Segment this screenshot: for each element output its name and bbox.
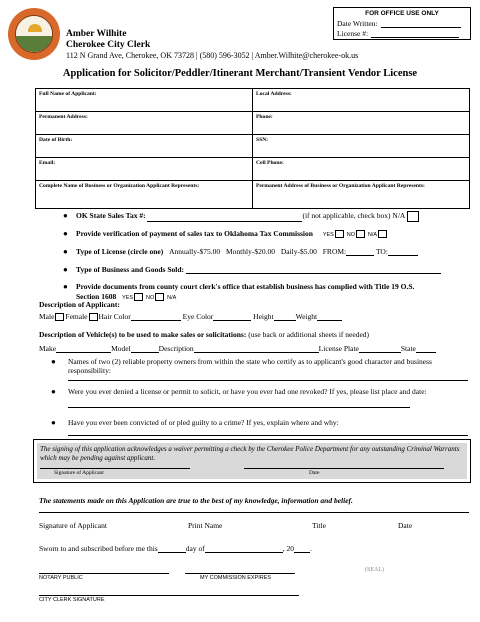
- bullet-icon: ●: [63, 247, 68, 256]
- waiver-date-line[interactable]: [244, 468, 444, 469]
- question-criminal: Have you ever been convicted of or pled guilty to a crime? If yes, explain where and why:: [68, 418, 339, 427]
- permanent-address-field[interactable]: Permanent Address:: [36, 112, 253, 135]
- make-input[interactable]: [56, 345, 111, 353]
- city-clerk-line[interactable]: [39, 595, 299, 596]
- eye-color-label: Eye Color: [182, 312, 214, 321]
- plate-input[interactable]: [359, 345, 401, 353]
- description-heading: Description of Applicant:: [39, 300, 120, 309]
- sales-tax-note: (if not applicable, check box) N/A: [302, 211, 406, 221]
- bullet-icon: ●: [51, 387, 56, 396]
- vehicle-heading-note: (use back or additional sheets if needed): [248, 330, 370, 339]
- height-input[interactable]: [274, 313, 296, 321]
- court-docs-na-label: N/A: [167, 295, 177, 301]
- license-number-field[interactable]: [371, 30, 459, 38]
- business-type-label: Type of Business and Goods Sold:: [76, 265, 185, 274]
- office-use-box: [333, 7, 471, 40]
- table-row: [36, 135, 470, 158]
- model-input[interactable]: [131, 345, 159, 353]
- question-criminal-line[interactable]: [68, 435, 468, 436]
- state-label: State: [400, 344, 416, 353]
- sworn-row: Sworn to and subscribed before me this day of , 20 .: [39, 544, 312, 553]
- state-input[interactable]: [416, 345, 436, 353]
- date-written-label: Date Written:: [337, 19, 378, 28]
- title-label: Title: [312, 521, 326, 530]
- male-checkbox[interactable]: [55, 313, 64, 321]
- question-license-denied-line[interactable]: [68, 407, 410, 408]
- bullet-icon: ●: [63, 265, 68, 274]
- license-to-input[interactable]: [388, 248, 418, 256]
- waiver-signature-label: Signature of Applicant: [54, 470, 104, 476]
- ssn-field[interactable]: SSN:: [253, 135, 470, 158]
- hair-color-input[interactable]: [131, 313, 181, 321]
- applicant-info-table: [35, 88, 470, 209]
- license-number-row: [337, 29, 459, 38]
- court-docs-row: [76, 282, 414, 291]
- verification-row: [76, 229, 388, 238]
- local-address-field[interactable]: Local Address:: [253, 89, 470, 112]
- verification-na-checkbox[interactable]: [378, 230, 387, 238]
- year-label: , 20: [282, 544, 294, 553]
- sworn-year-input[interactable]: [294, 545, 310, 553]
- license-monthly-option[interactable]: Monthly-$20.00: [226, 247, 275, 256]
- court-docs-section: Section 1608: [76, 292, 117, 301]
- male-label: Male: [39, 312, 55, 321]
- license-from-label: FROM:: [322, 247, 347, 256]
- eye-color-input[interactable]: [213, 313, 251, 321]
- bullet-icon: ●: [63, 211, 68, 220]
- license-annually-option[interactable]: Annually-$75.00: [169, 247, 221, 256]
- license-number-label: License #:: [337, 29, 369, 38]
- notary-line[interactable]: [39, 573, 169, 574]
- waiver-signature-line[interactable]: [40, 468, 190, 469]
- date-written-field[interactable]: [381, 20, 461, 28]
- verification-na-label: N/A: [367, 232, 378, 238]
- full-name-field[interactable]: Full Name of Applicant:: [36, 89, 253, 112]
- court-docs-text: Provide documents from county court clerk's office that establish business has complied with Title 19 O.S.: [76, 282, 415, 291]
- applicant-signature-line[interactable]: [39, 512, 469, 513]
- cell-phone-field[interactable]: Cell Phone:: [253, 158, 470, 181]
- court-docs-yes-checkbox[interactable]: [134, 293, 143, 301]
- bullet-icon: ●: [51, 357, 56, 366]
- question-license-denied: Were you ever denied a license or permit to solicit, or have you ever had one revoked? If yes, please list place and date:: [68, 387, 427, 396]
- table-row: [36, 89, 470, 112]
- business-name-field[interactable]: Complete Name of Business or Organization Applicant Represents:: [36, 181, 253, 209]
- sworn-month-input[interactable]: [205, 545, 283, 553]
- applicant-description-row: [39, 312, 342, 321]
- verification-yes-checkbox[interactable]: [335, 230, 344, 238]
- court-docs-no-label: NO: [145, 295, 155, 301]
- commission-line[interactable]: [185, 573, 295, 574]
- license-type-label: Type of License (circle one): [76, 247, 164, 256]
- verification-label: Provide verification of payment of sales tax to Oklahoma Tax Commission: [76, 229, 313, 238]
- table-row: [36, 112, 470, 135]
- day-of-label: day of: [185, 544, 205, 553]
- vehicle-heading-row: [39, 330, 369, 339]
- court-docs-yes-label: YES: [122, 295, 134, 301]
- bullet-icon: ●: [63, 229, 68, 238]
- email-field[interactable]: Email:: [36, 158, 253, 181]
- sales-tax-input[interactable]: [147, 214, 302, 222]
- clerk-name: Amber Wilhite: [66, 29, 127, 39]
- business-type-input[interactable]: [186, 266, 441, 274]
- clerk-contact: 112 N Grand Ave, Cherokee, OK 73728 | (580) 596-3052 | Amber.Wilhite@cherokee-ok.us: [66, 51, 359, 60]
- waiver-box: [33, 439, 471, 483]
- table-row: [36, 181, 470, 209]
- license-to-label: TO:: [375, 247, 388, 256]
- question-property-owners: Names of two (2) reliable property owners from within the state who certify as to applicant's good character and business responsibility:: [68, 357, 432, 375]
- form-title: Application for Solicitor/Peddler/Itinerant Merchant/Transient Vendor License: [62, 68, 418, 79]
- table-row: [36, 158, 470, 181]
- make-label: Make: [39, 344, 57, 353]
- sworn-day-input[interactable]: [158, 545, 186, 553]
- waiver-date-label: Date: [309, 470, 320, 476]
- business-address-field[interactable]: Permanent Address of Business or Organization Applicant Represents:: [253, 181, 470, 209]
- clerk-title: Cherokee City Clerk: [66, 40, 151, 50]
- court-docs-no-checkbox[interactable]: [155, 293, 164, 301]
- license-daily-option[interactable]: Daily-$5.00: [280, 247, 317, 256]
- sales-tax-na-checkbox[interactable]: [407, 211, 419, 222]
- date-written-row: [337, 19, 461, 28]
- business-type-row: [76, 265, 441, 274]
- vehicle-description-input[interactable]: [194, 345, 319, 353]
- city-clerk-label: CITY CLERK SIGNATURE: [39, 597, 105, 603]
- female-checkbox[interactable]: [89, 313, 98, 321]
- bullet-icon: ●: [51, 418, 56, 427]
- hair-color-label: Hair Color: [98, 312, 131, 321]
- waiver-text: The signing of this application acknowledges a waiver permitting a check by the Cherokee Police Department for any outstanding Criminal Warrants which may be pending against applicant.: [40, 445, 460, 462]
- verification-no-checkbox[interactable]: [356, 230, 365, 238]
- date-label: Date: [398, 521, 413, 530]
- date-of-birth-field[interactable]: Date of Birth:: [36, 135, 253, 158]
- sworn-text: Sworn to and subscribed before me this: [39, 544, 158, 553]
- commission-label: MY COMMISSION EXPIRES: [200, 575, 272, 581]
- weight-input[interactable]: [317, 313, 342, 321]
- question-property-owners-line[interactable]: [68, 380, 468, 381]
- office-use-title: FOR OFFICE USE ONLY: [365, 10, 439, 17]
- license-from-input[interactable]: [346, 248, 374, 256]
- description-label: Description: [158, 344, 194, 353]
- city-seal-logo: [8, 8, 60, 60]
- verification-no-label: NO: [346, 232, 355, 238]
- model-label: Model: [111, 344, 131, 353]
- sales-tax-label: OK State Sales Tax #:: [76, 211, 146, 221]
- vehicle-fields-row: [39, 344, 436, 353]
- license-type-row: [76, 247, 418, 256]
- applicant-signature-label: Signature of Applicant: [39, 521, 107, 530]
- notary-label: NOTARY PUBLIC: [39, 575, 83, 581]
- seal-label: (SEAL): [365, 567, 384, 573]
- plate-label: License Plate: [318, 344, 359, 353]
- vehicle-heading: Description of Vehicle(s) to be used to make sales or solicitations:: [39, 330, 247, 339]
- weight-label: Weight: [295, 312, 318, 321]
- verification-yes-label: YES: [322, 232, 334, 238]
- female-label: Female: [65, 312, 88, 321]
- truth-statement: The statements made on this Application are true to the best of my knowledge, information and belief.: [39, 496, 353, 505]
- phone-field[interactable]: Phone:: [253, 112, 470, 135]
- print-name-label: Print Name: [188, 521, 223, 530]
- height-label: Height: [253, 312, 274, 321]
- bullet-icon: ●: [63, 282, 68, 291]
- sales-tax-row: [76, 211, 421, 222]
